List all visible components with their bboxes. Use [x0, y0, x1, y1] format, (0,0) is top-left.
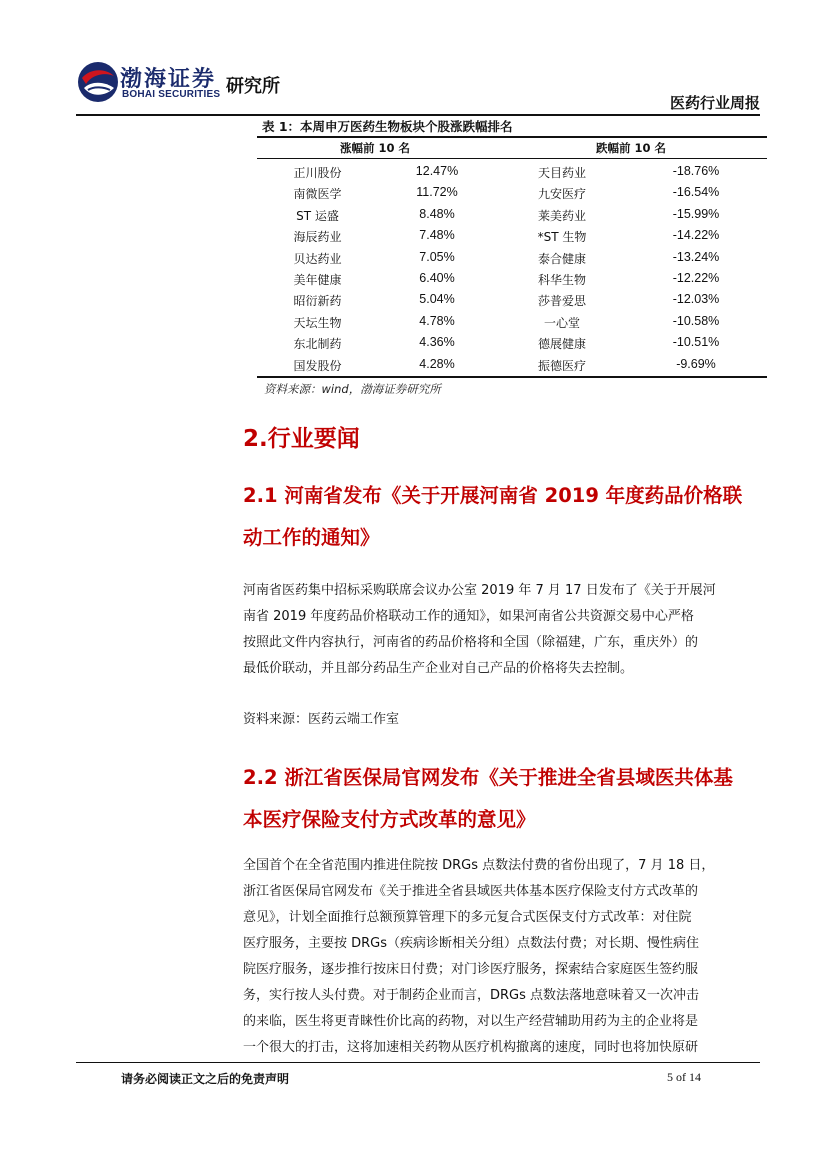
gainers-column-header: 涨幅前 10 名	[340, 141, 411, 155]
gainer-name: 正川股份	[293, 166, 342, 180]
loser-pct: -10.58%	[672, 313, 720, 328]
news-title-henan	[243, 475, 763, 559]
paragraph-line: 全国首个在全省范围内推进住院按 DRGs 点数法付费的省份出现了，7 月 18 日，	[243, 858, 715, 873]
header-divider	[76, 114, 760, 116]
paragraph-line: 意见》，计划全面推行总额预算管理下的多元复合式医保支付方式改革：对住院	[243, 910, 692, 925]
gainer-pct: 4.36%	[419, 335, 455, 350]
gainer-pct: 12.47%	[415, 164, 459, 178]
loser-pct: -10.51%	[672, 335, 720, 350]
news-title-line: 本医疗保险支付方式改革的意见》	[243, 808, 536, 831]
table-row	[257, 182, 767, 203]
table-row	[257, 247, 767, 268]
paragraph-line: 务，实行按人头付费。对于制药企业而言，DRGs 点数法落地意味着又一次冲击	[243, 988, 700, 1003]
news-source-henan: 资料来源：医药云端工作室	[243, 712, 400, 727]
gainer-pct: 5.04%	[419, 292, 455, 307]
paragraph-line: 一个很大的打击，这将加速相关药物从医疗机构撤离的速度，同时也将加快原研	[243, 1040, 699, 1055]
gainer-name: 贝达药业	[293, 251, 342, 266]
table-source-note: 资料来源：wind，渤海证券研究所	[264, 382, 441, 396]
table-row	[257, 311, 767, 332]
gainer-pct: 6.40%	[419, 270, 455, 285]
table-caption: 表 1：本周申万医药生物板块个股涨跌幅排名	[262, 119, 513, 134]
table-row	[257, 289, 767, 310]
loser-pct: -12.22%	[672, 270, 720, 285]
gainer-name: 天坛生物	[293, 315, 342, 330]
gainer-pct: 7.48%	[419, 228, 455, 243]
loser-name: 泰合健康	[537, 251, 586, 266]
gainer-pct: 11.72%	[416, 185, 458, 200]
table-row	[257, 225, 767, 246]
news-title-line: 动工作的通知》	[243, 526, 380, 549]
table-bottom-rule	[257, 376, 767, 378]
news-title-line: 2.2 浙江省医保局官网发布《关于推进全省县域医共体基	[243, 766, 733, 789]
logo-subtitle: 研究所	[226, 76, 280, 97]
loser-pct: -12.03%	[672, 292, 720, 307]
table-row	[257, 332, 767, 353]
news-body-zhejiang	[243, 853, 763, 1061]
gainer-name: 东北制药	[293, 337, 342, 352]
losers-column-header: 跌幅前 10 名	[596, 141, 667, 155]
loser-name: 科华生物	[537, 272, 586, 287]
loser-name: 德展健康	[537, 337, 586, 352]
loser-name: 一心堂	[543, 315, 580, 330]
report-type-label: 医药行业周报	[669, 94, 760, 112]
gainer-name: 国发股份	[293, 358, 342, 373]
paragraph-line: 最低价联动，并且部分药品生产企业对自己产品的价格将失去控制。	[243, 661, 634, 676]
paragraph-line: 的来临，医生将更青睐性价比高的药物，对以生产经营辅助用药为主的企业将是	[243, 1014, 699, 1029]
table-top-rule	[257, 136, 767, 138]
logo-chinese-name: 渤海证券	[120, 67, 217, 92]
loser-name: 振德医疗	[537, 358, 586, 373]
gainer-pct: 4.28%	[419, 356, 455, 371]
paragraph-line: 医疗服务，主要按 DRGs（疾病诊断相关分组）点数法付费；对长期、慢性病住	[243, 936, 700, 951]
footer-divider	[76, 1062, 760, 1063]
loser-pct: -13.24%	[672, 249, 720, 264]
loser-pct: -16.54%	[672, 185, 720, 200]
page-number: 5 of 14	[667, 1070, 701, 1084]
paragraph-line: 院医疗服务，逐步推行按床日付费；对门诊医疗服务，探索结合家庭医生签约服	[243, 962, 699, 977]
news-title-line: 2.1 河南省发布《关于开展河南省 2019 年度药品价格联	[243, 484, 743, 507]
table-row	[257, 268, 767, 289]
paragraph-line: 浙江省医保局官网发布《关于推进全省县域医共体基本医疗保险支付方式改革的	[243, 884, 699, 899]
loser-name: 九安医疗	[537, 187, 586, 202]
table-row	[257, 354, 767, 375]
section-title: 2.行业要闻	[243, 426, 360, 452]
gainer-pct: 4.78%	[419, 313, 455, 328]
loser-pct: -14.22%	[672, 228, 720, 243]
disclaimer-notice: 请务必阅读正文之后的免责声明	[121, 1072, 290, 1086]
loser-name: *ST 生物	[537, 230, 587, 245]
news-body-henan	[243, 578, 763, 682]
paragraph-line: 按照此文件内容执行，河南省的药品价格将和全国（除福建，广东，重庆外）的	[243, 635, 699, 650]
loser-name: 天目药业	[537, 166, 586, 180]
gainer-name: ST 运盛	[296, 208, 339, 223]
loser-pct: -15.99%	[672, 206, 720, 221]
gainer-pct: 7.05%	[419, 249, 455, 264]
gainer-name: 南微医学	[293, 187, 342, 202]
loser-pct: -18.76%	[672, 164, 720, 178]
gainer-pct: 8.48%	[419, 206, 455, 221]
paragraph-line: 河南省医药集中招标采购联席会议办公室 2019 年 7 月 17 日发布了《关于开展河	[243, 583, 716, 598]
loser-pct: -9.69%	[676, 356, 716, 371]
table-row	[257, 161, 767, 182]
loser-name: 莱美药业	[537, 208, 586, 223]
paragraph-line: 南省 2019 年度药品价格联动工作的通知》，如果河南省公共资源交易中心严格	[243, 609, 694, 624]
logo-english-name: BOHAI SECURITIES	[122, 89, 221, 100]
loser-name: 莎普爱思	[537, 294, 586, 309]
ranking-table-body	[257, 161, 767, 375]
table-row	[257, 204, 767, 225]
bohai-logo-icon	[76, 60, 120, 104]
gainer-name: 美年健康	[293, 272, 342, 287]
table-header-rule	[257, 158, 767, 159]
news-title-zhejiang	[243, 757, 763, 841]
gainer-name: 海辰药业	[293, 230, 342, 245]
gainer-name: 昭衍新药	[293, 294, 342, 309]
